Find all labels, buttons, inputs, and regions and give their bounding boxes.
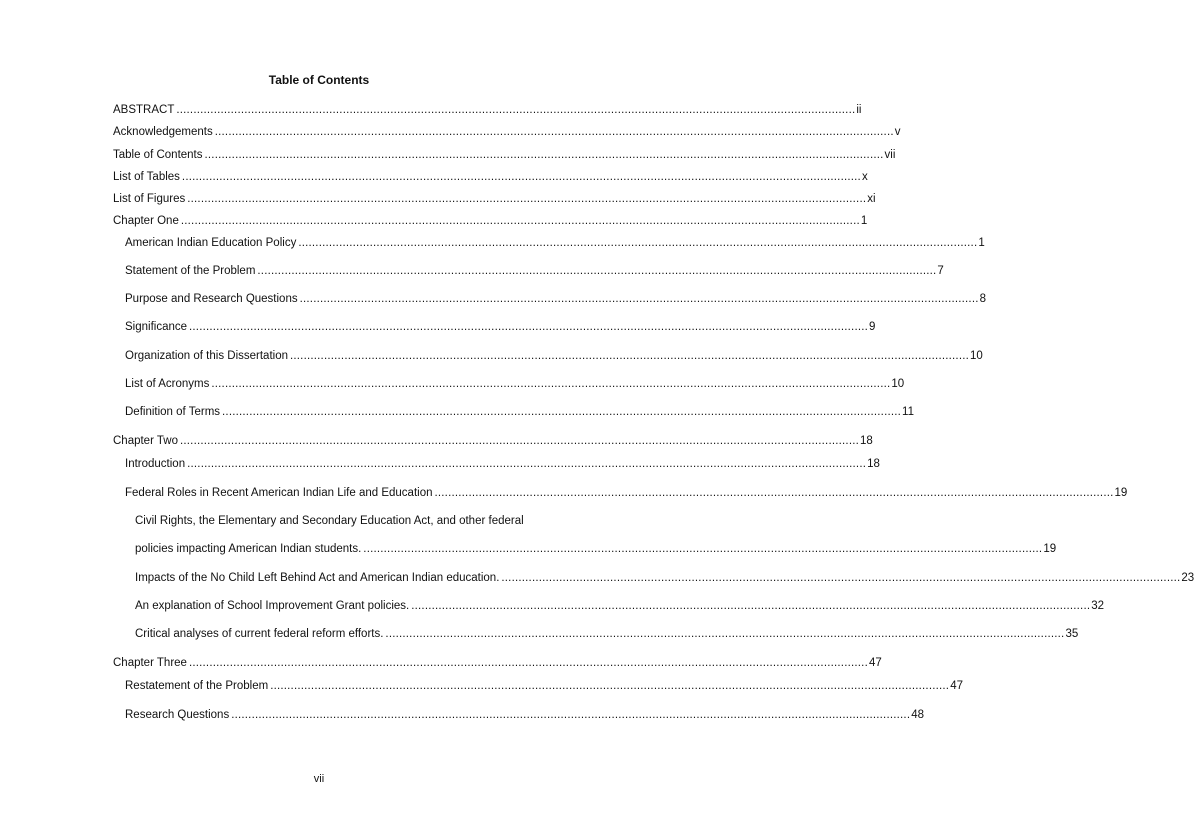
toc-entry-school-improvement-grant (135, 598, 1105, 614)
toc-leader-dots: ........................................................................................................................................................................................................ (411, 600, 1091, 612)
toc-page-number: 10 (970, 350, 983, 362)
toc-page-number: ii (856, 104, 862, 116)
toc-entry-restatement-of-the-problem (125, 678, 963, 694)
toc-leader-dots: ........................................................................................................................................................................................................ (180, 435, 860, 447)
toc-page-number: 1 (978, 237, 985, 249)
toc-page-number: 19 (1114, 487, 1128, 499)
toc-entry-research-questions (125, 707, 925, 723)
toc-leader-dots: ........................................................................................................................................................................................................ (222, 406, 902, 418)
toc-label: Chapter One (113, 215, 179, 227)
toc-label: List of Acronyms (125, 378, 210, 390)
toc-leader-dots: ........................................................................................................................................................................................................ (176, 104, 856, 116)
toc-label: Acknowledgements (113, 126, 213, 138)
toc-leader-dots: ........................................................................................................................................................................................................ (181, 171, 861, 183)
toc-leader-dots: ........................................................................................................................................................................................................ (187, 458, 867, 470)
toc-label: Table of Contents (113, 149, 203, 161)
toc-page-number: xi (867, 193, 876, 205)
toc-label: Introduction (125, 458, 186, 470)
toc-entry-table-of-contents (113, 147, 896, 163)
toc-page-number: 9 (869, 321, 876, 333)
toc-label: Chapter Two (113, 435, 178, 447)
toc-entry-list-of-figures (113, 191, 876, 207)
toc-label: Impacts of the No Child Left Behind Act and American Indian education. (135, 572, 500, 584)
toc-entry-chapter-two (113, 433, 873, 449)
toc-page-number: 10 (891, 378, 905, 390)
toc-entry-american-indian-education-policy (125, 235, 985, 251)
toc-leader-dots: ........................................................................................................................................................................................................ (211, 378, 891, 390)
toc-page-number: 18 (860, 435, 873, 447)
toc-leader-dots: ........................................................................................................................................................................................................ (299, 293, 979, 305)
toc-page-number: 35 (1065, 628, 1079, 640)
toc-page-number: 48 (911, 709, 925, 721)
toc-page-number: 1 (860, 215, 868, 227)
toc-page-number: 7 (937, 265, 944, 277)
toc-label: American Indian Education Policy (125, 237, 297, 249)
toc-page-number: x (861, 171, 868, 183)
toc-page-number: 47 (950, 680, 963, 692)
toc-label: Organization of this Dissertation (125, 350, 288, 362)
toc-label: Critical analyses of current federal reform efforts. (135, 628, 384, 640)
toc-entry-list-of-acronyms (125, 376, 905, 392)
toc-page-number: v (894, 126, 901, 138)
toc-label: List of Tables (113, 171, 180, 183)
toc-entry-organization-of-this-dissertation (125, 348, 983, 364)
toc-label: Chapter Three (113, 657, 187, 669)
toc-leader-dots: ........................................................................................................................................................................................................ (257, 265, 937, 277)
toc-label: Significance (125, 321, 188, 333)
toc-page-number: 8 (979, 293, 987, 305)
toc-entry-introduction (125, 456, 880, 472)
toc-entry-federal-roles (125, 485, 1128, 501)
toc-label: List of Figures (113, 193, 186, 205)
toc-page-number: 18 (867, 458, 880, 470)
toc-leader-dots: ........................................................................................................................................................................................................ (501, 572, 1181, 584)
toc-title: Table of Contents (268, 73, 370, 87)
toc-leader-dots: ........................................................................................................................................................................................................ (270, 680, 950, 692)
toc-label: Civil Rights, the Elementary and Secondary Education Act, and other federal (135, 515, 524, 527)
toc-leader-dots: ........................................................................................................................................................................................................ (188, 657, 868, 669)
toc-page-number: 32 (1091, 600, 1105, 612)
page-footer-number: vii (313, 773, 325, 785)
toc-entry-purpose-and-research-questions (125, 291, 987, 307)
toc-leader-dots: ........................................................................................................................................................................................................ (434, 487, 1114, 499)
toc-leader-dots: ........................................................................................................................................................................................................ (231, 709, 911, 721)
toc-entry-chapter-one (113, 213, 868, 229)
toc-label: ABSTRACT (113, 104, 175, 116)
toc-entry-abstract (113, 102, 862, 118)
toc-entry-chapter-three (113, 655, 882, 671)
toc-entry-critical-analyses (135, 626, 1079, 642)
toc-entry-definition-of-terms (125, 404, 914, 420)
toc-label: An explanation of School Improvement Grant policies. (135, 600, 410, 612)
toc-label: Federal Roles in Recent American Indian Life and Education (125, 487, 433, 499)
toc-page-number: 23 (1181, 572, 1194, 584)
toc-entry-acknowledgements (113, 124, 901, 140)
toc-leader-dots: ........................................................................................................................................................................................................ (189, 321, 869, 333)
toc-entry-impacts-of-nclb (135, 570, 1194, 586)
toc-leader-dots: ........................................................................................................................................................................................................ (187, 193, 867, 205)
toc-leader-dots: ........................................................................................................................................................................................................ (214, 126, 894, 138)
toc-page-number: 47 (868, 657, 882, 669)
toc-leader-dots: ........................................................................................................................................................................................................ (298, 237, 978, 249)
toc-label: Statement of the Problem (125, 265, 256, 277)
toc-label: policies impacting American Indian students. (135, 543, 362, 555)
toc-page-number: 19 (1043, 543, 1057, 555)
toc-leader-dots: ........................................................................................................................................................................................................ (180, 215, 860, 227)
toc-entry-civil-rights-line-2 (135, 541, 1057, 557)
toc-entry-civil-rights-line-1 (135, 513, 562, 529)
toc-leader-dots: ........................................................................................................................................................................................................ (204, 149, 884, 161)
toc-label: Research Questions (125, 709, 230, 721)
toc-entry-list-of-tables (113, 169, 868, 185)
toc-page-number: vii (884, 149, 896, 161)
toc-label: Purpose and Research Questions (125, 293, 298, 305)
toc-page-number: 11 (902, 406, 914, 418)
toc-leader-dots: ........................................................................................................................................................................................................ (363, 543, 1043, 555)
toc-entry-statement-of-the-problem (125, 263, 944, 279)
toc-label: Definition of Terms (125, 406, 221, 418)
toc-entry-significance (125, 319, 876, 335)
toc-leader-dots: ........................................................................................................................................................................................................ (385, 628, 1065, 640)
toc-leader-dots: ........................................................................................................................................................................................................ (290, 350, 970, 362)
toc-label: Restatement of the Problem (125, 680, 269, 692)
